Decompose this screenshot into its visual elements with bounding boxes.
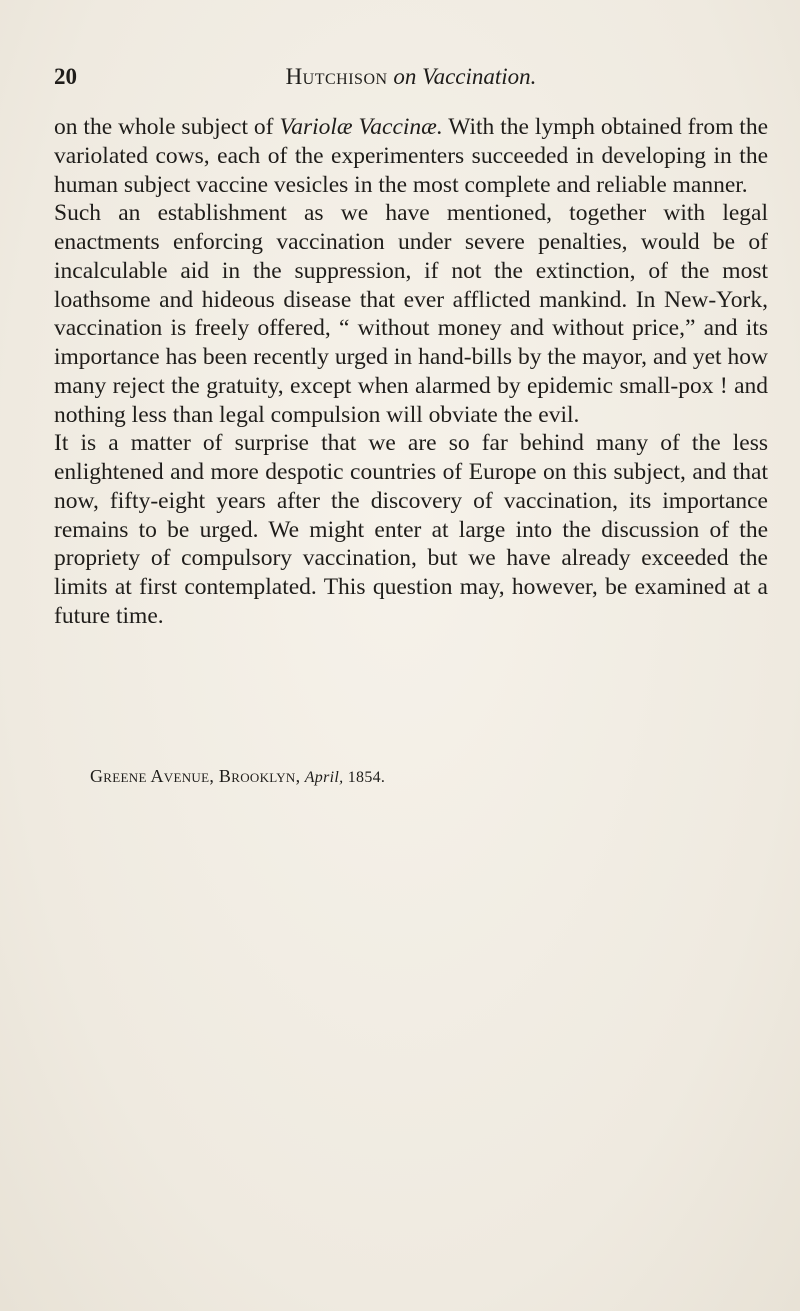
signature-place: Greene Avenue, Brooklyn, — [90, 766, 301, 786]
running-header — [54, 64, 768, 94]
signature-year: 1854. — [347, 769, 386, 786]
running-title-on: on — [393, 64, 417, 89]
page-number: 20 — [54, 64, 77, 89]
signature-line — [90, 766, 385, 787]
signature-month: April, — [304, 769, 344, 786]
paragraph-3: It is a matter of surprise that we are so far behind many of the less enlightened and more despotic countries of Europe on this subject, and that now, fifty-eight years after the discovery of vaccination, its importance remains to be urged. We might enter at large into the discussion of the propriety of compulsory vaccination, but we have already exceeded the limits at first contemplated. This question may, however, be examined at a future time. — [54, 430, 768, 629]
paragraph-1-end: With the lymph obtained from the variolated cows, each of the experimenters succeeded in developing in the human subject vaccine vesicles in the most complete and reliable manner. — [54, 114, 768, 198]
body-text — [54, 113, 768, 631]
paragraph-1-start: on the whole subject of — [54, 114, 280, 140]
paragraph-2: Such an establishment as we have mentioned, together with legal enactments enforcing vaccination under severe penalties, would be of incalculable aid in the suppression, if not the extinction, of the most loathsome and hideous disease that ever afflicted mankind. In New-York, vaccination is freely offered, “ without money and without price,” and its importance has been recently urged in hand-bills by the mayor, and yet how many reject the gratuity, except when alarmed by epidemic small-pox ! and nothing less than legal compulsion will obviate the evil. — [54, 200, 768, 428]
running-title — [54, 64, 768, 90]
paragraph-1 — [54, 113, 768, 199]
paragraph-1-italic: Variolæ Vaccinæ. — [279, 114, 443, 140]
running-title-subject: Vaccination. — [422, 64, 537, 89]
running-title-author: Hutchison — [285, 64, 388, 89]
